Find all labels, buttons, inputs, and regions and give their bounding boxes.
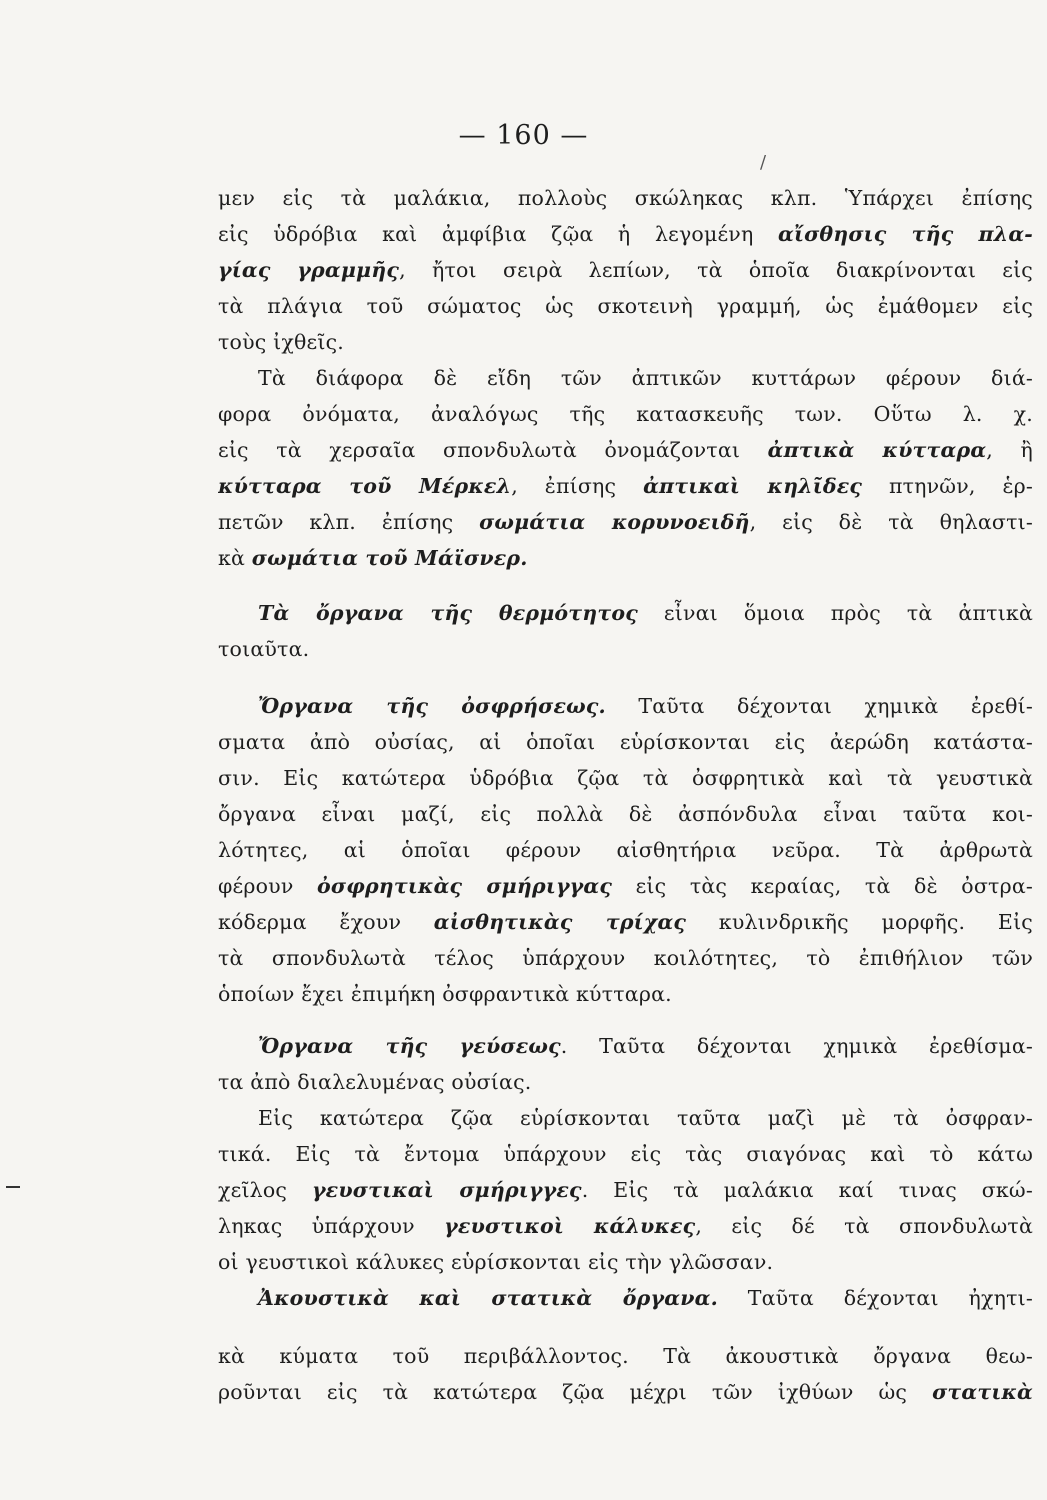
bold-term: στατικὰ (932, 1380, 1033, 1404)
bold-term: αἰσθητικὰς τρίχας (433, 910, 687, 934)
text-run: , ἤτοι σειρὰ λεπίων, τὰ ὁποῖα διακρίνονται εἰς (399, 258, 1033, 282)
text-line (218, 631, 1033, 667)
paragraph-block (218, 1338, 1033, 1410)
bold-term: γίας γραμμῆς (218, 258, 400, 282)
text-run: οἱ γευστικοὶ κάλυκες εὑρίσκονται εἰς τὴν γλῶσσαν. (218, 1250, 774, 1274)
text-run: , εἰς δὲ τὰ θηλαστι- (749, 510, 1033, 534)
bold-term: γευστικαὶ σμήριγγες (311, 1178, 582, 1202)
text-line (218, 832, 1033, 868)
text-run: Ταῦτα δέχονται χημικὰ ἐρεθί- (605, 694, 1033, 718)
text-line (218, 360, 1033, 396)
text-line (218, 504, 1033, 540)
bold-term: σωμάτια κορυνοειδῆ (479, 510, 750, 534)
text-run: , εἰς δέ τὰ σπονδυλωτὰ (695, 1214, 1033, 1238)
margin-mark (6, 1186, 20, 1188)
text-run: τοὺς ἰχθεῖς. (218, 330, 345, 354)
text-run: τὰ σπονδυλωτὰ τέλος ὑπάρχουν κοιλότητες, τὸ ἐπιθήλιον τῶν (218, 946, 1033, 970)
text-line (218, 432, 1033, 468)
text-line (218, 1136, 1033, 1172)
text-run: πετῶν κλπ. ἐπίσης (218, 510, 480, 534)
text-run: τα ἀπὸ διαλελυμένας οὐσίας. (218, 1070, 532, 1094)
text-run: ροῦνται εἰς τὰ κατώτερα ζῷα μέχρι τῶν ἰχθύων ὡς (218, 1380, 933, 1404)
text-run: εἰς τὰς κεραίας, τὰ δὲ ὀστρα- (612, 874, 1033, 898)
text-line (218, 288, 1033, 324)
pencil-mark: / (760, 152, 767, 173)
text-run: ὁποίων ἔχει ἐπιμήκη ὀσφραντικὰ κύτταρα. (218, 982, 672, 1006)
text-run: κόδερμα ἔχουν (218, 910, 434, 934)
text-run: τὰ πλάγια τοῦ σώματος ὡς σκοτεινὴ γραμμή, ὡς ἐμάθομεν εἰς (218, 294, 1033, 318)
text-run: κὰ κύματα τοῦ περιβάλλοντος. Τὰ ἀκουστικὰ ὄργανα θεω- (218, 1344, 1033, 1368)
text-line (218, 396, 1033, 432)
text-line (218, 1028, 1033, 1064)
text-run: Ταῦτα δέχονται ἠχητι- (717, 1286, 1033, 1310)
text-line (218, 868, 1033, 904)
text-run: σματα ἀπὸ οὐσίας, αἱ ὁποῖαι εὑρίσκονται εἰς ἀερώδη κατάστα- (218, 730, 1033, 754)
text-line (218, 468, 1033, 504)
text-run: μεν εἰς τὰ μαλάκια, πολλοὺς σκώληκας κλπ. Ὑπάρχει ἐπίσης (218, 186, 1033, 210)
text-run: . Ταῦτα δέχονται χημικὰ ἐρεθίσμα- (560, 1034, 1033, 1058)
text-run: εἶναι ὅμοια πρὸς τὰ ἀπτικὰ (637, 601, 1033, 625)
text-run: χεῖλος (218, 1178, 312, 1202)
text-run: τικά. Εἰς τὰ ἔντομα ὑπάρχουν εἰς τὰς σιαγόνας καὶ τὸ κάτω (218, 1142, 1033, 1166)
bold-term: Τὰ ὄργανα τῆς θερμότητος (258, 601, 638, 625)
paragraph-block (218, 180, 1033, 360)
bold-term: Ἀκουστικὰ καὶ στατικὰ ὄργανα. (258, 1286, 718, 1310)
text-line (218, 688, 1033, 724)
text-run: εἰς τὰ χερσαῖα σπονδυλωτὰ ὀνομάζονται (218, 438, 768, 462)
text-run: , ἐπίσης (511, 474, 644, 498)
text-line (218, 796, 1033, 832)
text-line (218, 724, 1033, 760)
text-line (218, 904, 1033, 940)
text-run: εἰς ὑδρόβια καὶ ἀμφίβια ζῷα ἡ λεγομένη (218, 222, 778, 246)
text-run: , ἢ (986, 438, 1033, 462)
page-number: — 160 — (458, 120, 589, 151)
text-run: πτηνῶν, ἑρ- (862, 474, 1033, 498)
text-run: κὰ (218, 546, 252, 570)
text-line (218, 595, 1033, 631)
text-line (218, 1100, 1033, 1136)
paragraph-block (218, 688, 1033, 1012)
paragraph-block (218, 360, 1033, 576)
text-run: ληκας ὑπάρχουν (218, 1214, 445, 1238)
text-line (218, 324, 1033, 360)
paragraph-block (218, 595, 1033, 667)
bold-term: ἀπτικὰ κύτταρα (767, 438, 987, 462)
text-line (218, 1064, 1033, 1100)
text-run: τοιαῦτα. (218, 637, 310, 661)
text-line (218, 760, 1033, 796)
bold-term: κύτταρα τοῦ Μέρκελ (218, 474, 512, 498)
text-line (218, 252, 1033, 288)
text-run: ὄργανα εἶναι μαζί, εἰς πολλὰ δὲ ἀσπόνδυλα εἶναι ταῦτα κοι- (218, 802, 1033, 826)
text-run: . Εἰς τὰ μαλάκια καί τινας σκώ- (581, 1178, 1033, 1202)
text-line (218, 976, 1033, 1012)
text-run: φέρουν (218, 874, 318, 898)
text-line (218, 180, 1033, 216)
text-run: Τὰ διάφορα δὲ εἴδη τῶν ἀπτικῶν κυττάρων φέρουν διά- (258, 366, 1033, 390)
text-run: σιν. Εἰς κατώτερα ὑδρόβια ζῷα τὰ ὀσφρητικὰ καὶ τὰ γευστικὰ (218, 766, 1033, 790)
bold-term: Ὄργανα τῆς γεύσεως (258, 1034, 561, 1058)
bold-term: ἀπτικαὶ κηλῖδες (643, 474, 863, 498)
bold-term: ὀσφρητικὰς σμήριγγας (317, 874, 613, 898)
text-line (218, 1208, 1033, 1244)
text-run: λότητες, αἱ ὁποῖαι φέρουν αἰσθητήρια νεῦρα. Τὰ ἀρθρωτὰ (218, 838, 1033, 862)
paragraph-block (218, 1028, 1033, 1316)
text-run: Εἰς κατώτερα ζῷα εὑρίσκονται ταῦτα μαζὶ μὲ τὰ ὀσφραν- (258, 1106, 1033, 1130)
bold-term: αἴσθησις τῆς πλα- (777, 222, 1033, 246)
text-line (218, 1172, 1033, 1208)
text-line (218, 940, 1033, 976)
bold-term: Ὄργανα τῆς ὀσφρήσεως. (258, 694, 606, 718)
text-line (218, 1338, 1033, 1374)
text-run: κυλινδρικῆς μορφῆς. Εἰς (686, 910, 1033, 934)
text-run: φορα ὀνόματα, ἀναλόγως τῆς κατασκευῆς των. Οὕτω λ. χ. (218, 402, 1033, 426)
bold-term: σωμάτια τοῦ Μάϊσνερ. (251, 546, 528, 570)
bold-term: γευστικοὶ κάλυκες (444, 1214, 696, 1238)
text-line (218, 216, 1033, 252)
text-line (218, 1280, 1033, 1316)
text-line (218, 540, 1033, 576)
text-line (218, 1244, 1033, 1280)
text-line (218, 1374, 1033, 1410)
